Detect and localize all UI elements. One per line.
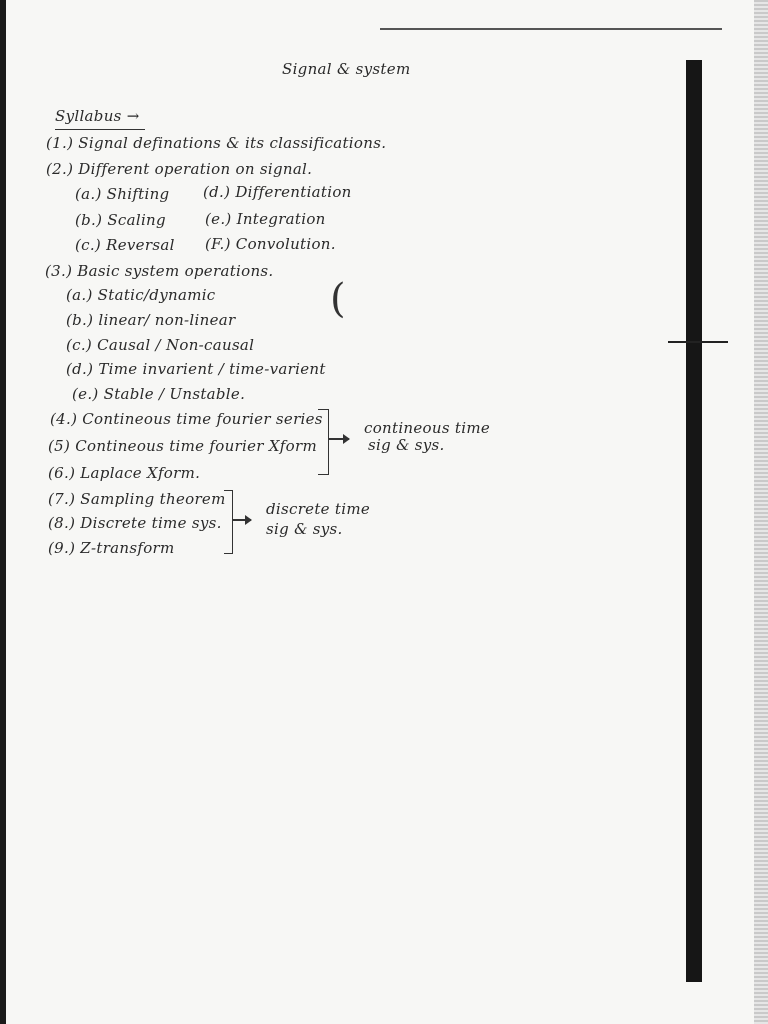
list-item-9: (9.) Z-transform [48,539,175,557]
list-item-2f: (F.) Convolution. [205,235,336,253]
list-item-7: (7.) Sampling theorem [48,490,226,508]
list-item-3b: (b.) linear/ non-linear [66,311,236,329]
list-item-3d: (d.) Time invarient / time-varient [66,360,326,378]
list-item-3: (3.) Basic system operations. [45,262,274,280]
list-item-3e: (e.) Stable / Unstable. [72,385,246,403]
list-item-3c: (c.) Causal / Non-causal [66,336,255,354]
list-item-2b: (b.) Scaling [75,211,166,229]
binding-spine [686,60,702,982]
list-item-8: (8.) Discrete time sys. [48,514,222,532]
list-item-2e: (e.) Integration [205,210,326,228]
list-item-3a: (a.) Static/dynamic [66,286,216,304]
discrete-arrow [233,519,251,521]
syllabus-heading: Syllabus → [55,107,140,125]
continuous-group-label-line2: sig & sys. [368,436,445,454]
continuous-group-label-line1: contineous time [364,419,491,437]
discrete-brace [224,490,233,554]
discrete-group-label-line2: sig & sys. [266,520,343,538]
page-title: Signal & system [282,60,411,78]
page-left-edge [0,0,6,1024]
list-item-2: (2.) Different operation on signal. [46,160,313,178]
list-item-1: (1.) Signal definations & its classifications. [46,134,387,152]
continuous-brace [318,409,329,475]
heading-underline [55,129,145,130]
list-item-2c: (c.) Reversal [75,236,175,254]
list-item-4: (4.) Contineous time fourier series [50,410,323,428]
page-right-edge [754,0,768,1024]
list-item-6: (6.) Laplace Xform. [48,464,201,482]
continuous-arrow [329,438,349,440]
margin-paren-mark: ( [330,276,346,322]
list-item-2a: (a.) Shifting [75,185,170,203]
top-rule-line [380,28,722,30]
list-item-2d: (d.) Differentiation [203,183,352,201]
discrete-group-label-line1: discrete time [266,500,371,518]
spine-tick-mark [668,341,728,343]
list-item-5: (5) Contineous time fourier Xform [48,437,317,455]
